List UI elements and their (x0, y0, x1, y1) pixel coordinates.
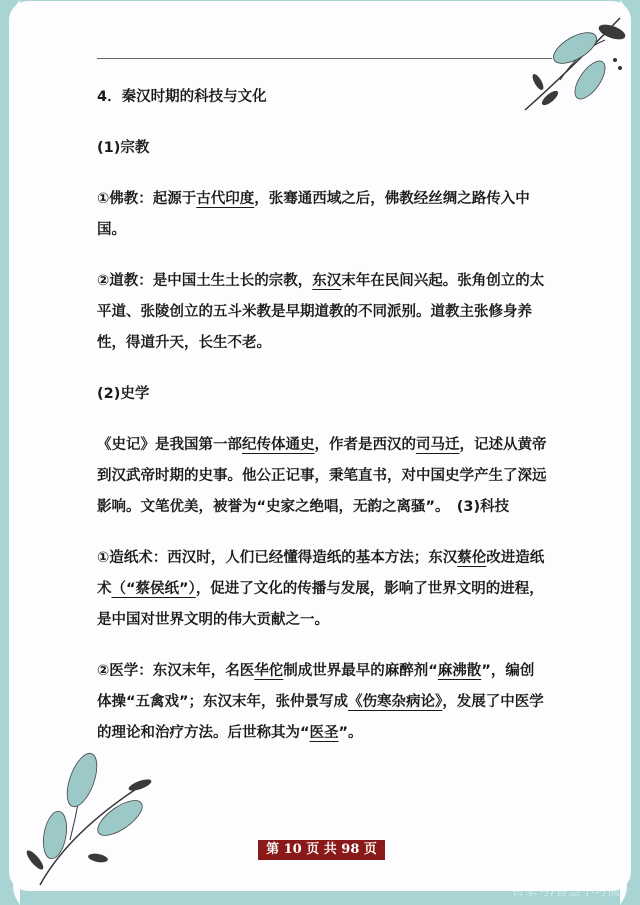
wavy-border-right (620, 0, 634, 905)
paragraph-medicine: ②医学：东汉末年，名医华佗制成世界最早的麻醉剂“麻沸散”，编创体操“五禽戏”；东汉末年，张仲景写成《伤寒杂病论》，发展了中医学的理论和治疗方法。后世称其为“医圣”。 (97, 663, 544, 741)
section-heading: 4．秦汉时期的科技与文化 (97, 89, 267, 105)
paragraph-taoism: ②道教：是中国土生土长的宗教，东汉末年在民间兴起。张角创立的太平道、张陵创立的五斗米教是早期道教的不同派别。道教主张修身养性，得道升天，长生不老。 (97, 273, 545, 351)
paragraph-papermaking: ①造纸术：西汉时，人们已经懂得造纸的基本方法；东汉蔡伦改进造纸术（“蔡侯纸”），促进了文化的传播与发展，影响了世界文明的进程，是中国对世界文明的伟大贡献之一。 (97, 550, 545, 628)
header-rule (97, 58, 552, 59)
subsection-title-history: (2)史学 (97, 386, 150, 402)
page-number-footer: 第 10 页 共 98 页 (258, 840, 385, 860)
document-body (97, 82, 547, 749)
leaf-ornament-bottom-left-icon (10, 740, 160, 890)
subsection-title-religion: (1)宗教 (97, 140, 150, 156)
watermark: 百家号/智慧小习惯 (511, 884, 620, 899)
paragraph-buddhism: ①佛教：起源于古代印度，张骞通西域之后，佛教经丝绸之路传入中国。 (97, 191, 530, 238)
paragraph-shiji: 《史记》是我国第一部纪传体通史，作者是西汉的司马迁，记述从黄帝到汉武帝时期的史事。他公正记事，秉笔直书，对中国史学产生了深远影响。文笔优美，被誉为“史家之绝唱，无韵之离骚”。 (3)科技 (97, 437, 547, 515)
